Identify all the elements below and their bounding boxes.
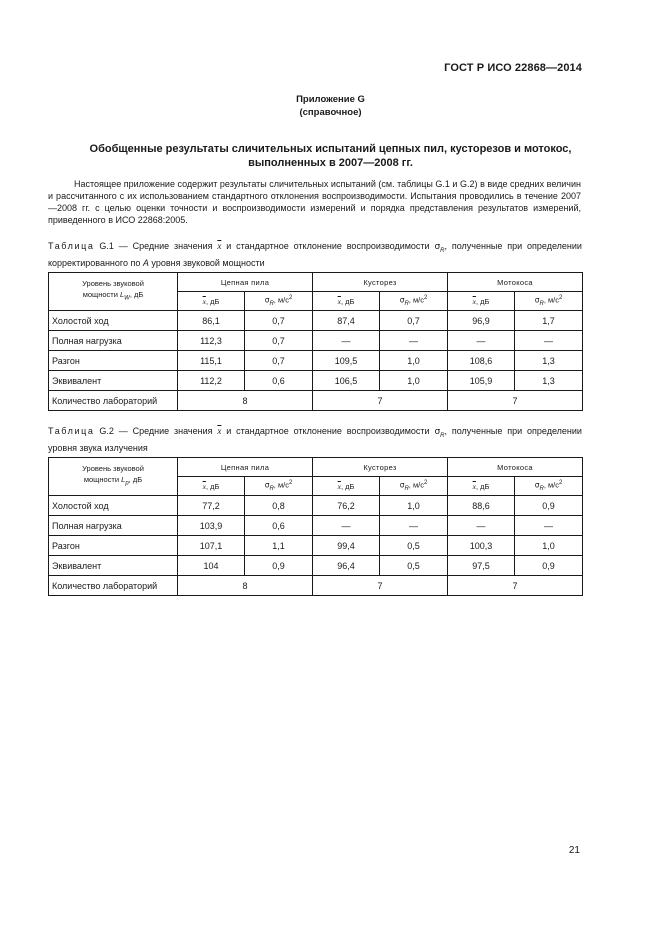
col-mean-header bbox=[448, 292, 515, 311]
table-cell: 105,9 bbox=[448, 371, 515, 391]
table-cell: 0,6 bbox=[245, 516, 313, 536]
table2-caption-b: и стандартное отклонение воспроизводимости bbox=[226, 426, 430, 436]
table-cell: 0,9 bbox=[515, 496, 583, 516]
level-symbol-sub: p bbox=[125, 480, 129, 487]
table1-caption-b: и стандартное отклонение воспроизводимости bbox=[226, 241, 430, 251]
table-cell: 0,9 bbox=[515, 556, 583, 576]
table-cell: 1,0 bbox=[380, 351, 448, 371]
table1-caption-id: G.1 bbox=[99, 241, 114, 251]
lab-count-cell: 7 bbox=[448, 391, 583, 411]
table-cell: 112,2 bbox=[178, 371, 245, 391]
table-cell: 109,5 bbox=[313, 351, 380, 371]
table-cell: 1,1 bbox=[245, 536, 313, 556]
sigma-subscript: R bbox=[539, 486, 544, 492]
table-cell: — bbox=[313, 516, 380, 536]
lab-count-cell: 7 bbox=[448, 576, 583, 596]
sigma-symbol: σ bbox=[534, 480, 540, 490]
row-label: Холостой ход bbox=[49, 496, 178, 516]
table2-caption-id: G.2 bbox=[99, 426, 114, 436]
table-cell: 0,7 bbox=[245, 311, 313, 331]
col-sigma-header bbox=[245, 292, 313, 311]
col-mean-header bbox=[313, 292, 380, 311]
annex-subtitle: (справочное) bbox=[299, 107, 362, 118]
table-row bbox=[49, 331, 583, 351]
table-cell: 104 bbox=[178, 556, 245, 576]
col-mean-header bbox=[448, 477, 515, 496]
table1-caption bbox=[48, 240, 582, 269]
level-header bbox=[49, 458, 178, 496]
sigma-unit-sup: 2 bbox=[288, 480, 293, 486]
table-cell: 0,5 bbox=[380, 556, 448, 576]
xbar-symbol: $\overline{x}$ bbox=[217, 426, 222, 436]
mean-unit: , дБ bbox=[205, 481, 220, 491]
page-number: 21 bbox=[568, 845, 580, 856]
sigma-subscript: R bbox=[404, 486, 409, 492]
mean-unit: , дБ bbox=[475, 481, 490, 491]
table-cell: 103,9 bbox=[178, 516, 245, 536]
table-cell: 0,7 bbox=[380, 311, 448, 331]
sigma-subscript: R bbox=[269, 486, 274, 492]
standard-number: ГОСТ Р ИСО 22868—2014 bbox=[444, 62, 582, 74]
col-sigma-header bbox=[380, 292, 448, 311]
table-cell: 86,1 bbox=[178, 311, 245, 331]
sigma-unit-sup: 2 bbox=[423, 480, 428, 486]
level-unit: , дБ bbox=[129, 290, 144, 300]
table-cell: 0,7 bbox=[245, 351, 313, 371]
table-cell: 112,3 bbox=[178, 331, 245, 351]
sigma-unit: , м/с bbox=[543, 480, 559, 490]
sigma-subscript: R bbox=[440, 247, 445, 254]
sigma-subscript: R bbox=[539, 301, 544, 307]
sigma-unit: , м/с bbox=[408, 480, 424, 490]
table-cell: 107,1 bbox=[178, 536, 245, 556]
sigma-symbol: σ bbox=[534, 295, 540, 305]
table-row bbox=[49, 516, 583, 536]
level-unit: , дБ bbox=[128, 475, 143, 485]
lab-count-cell: 7 bbox=[313, 391, 448, 411]
mean-unit: , дБ bbox=[340, 481, 355, 491]
table-cell: 97,5 bbox=[448, 556, 515, 576]
table-cell: — bbox=[515, 331, 583, 351]
table-cell: 1,7 bbox=[515, 311, 583, 331]
lab-count-row bbox=[49, 576, 583, 596]
table-cell: 0,7 bbox=[245, 331, 313, 351]
sigma-unit: , м/с bbox=[408, 295, 424, 305]
mean-unit: , дБ bbox=[205, 296, 220, 306]
sigma-subscript: R bbox=[440, 432, 445, 439]
level-symbol: L bbox=[121, 475, 126, 485]
intro-paragraph bbox=[48, 178, 581, 226]
xbar-symbol: $\overline{x}$ bbox=[202, 296, 206, 306]
table-cell: — bbox=[313, 331, 380, 351]
group-header-chainsaw: Цепная пила bbox=[178, 458, 313, 477]
title-line-2: выполненных в 2007—2008 гг. bbox=[248, 157, 413, 169]
row-label: Разгон bbox=[49, 351, 178, 371]
col-mean-header bbox=[178, 292, 245, 311]
xbar-symbol: $\overline{x}$ bbox=[217, 241, 222, 251]
level-header bbox=[49, 273, 178, 311]
mean-unit: , дБ bbox=[340, 296, 355, 306]
xbar-symbol: $\overline{x}$ bbox=[337, 481, 341, 491]
sigma-symbol: σ bbox=[434, 427, 441, 437]
sigma-subscript: R bbox=[404, 301, 409, 307]
group-header-brushcutter: Кусторез bbox=[313, 458, 448, 477]
lab-count-cell: 8 bbox=[178, 391, 313, 411]
level-header-line1: Уровень звуковой bbox=[82, 279, 144, 289]
table-cell: 1,3 bbox=[515, 371, 583, 391]
row-label: Разгон bbox=[49, 536, 178, 556]
sigma-symbol: σ bbox=[434, 242, 441, 252]
sigma-subscript: R bbox=[269, 301, 274, 307]
table-cell: 115,1 bbox=[178, 351, 245, 371]
sigma-unit-sup: 2 bbox=[288, 295, 293, 301]
table-cell: 87,4 bbox=[313, 311, 380, 331]
table2-caption-c: , полученные при определении уровня звука излучения bbox=[48, 426, 582, 453]
table1-caption-word: Таблица bbox=[48, 241, 95, 251]
table-cell: 76,2 bbox=[313, 496, 380, 516]
table2-caption bbox=[48, 425, 582, 454]
document-title bbox=[48, 142, 613, 170]
table-g2 bbox=[48, 457, 583, 596]
intro-text: Настоящее приложение содержит результаты сличительных испытаний (см. таблицы G.1 и G.2) в виде средних величин и рассчитанного с их использованием стандартного отклонения воспроизводимости. Испытания проводились в течение 2007—2008 гг. с целью оценки точности и воспроизводимости измерений и порядка представления результатов измерений, приведенного в ИСО 22868:2005. bbox=[48, 179, 581, 226]
table-row bbox=[49, 556, 583, 576]
table-cell: 0,9 bbox=[245, 556, 313, 576]
table-cell: — bbox=[380, 331, 448, 351]
table-cell: — bbox=[448, 331, 515, 351]
table-row bbox=[49, 371, 583, 391]
table-cell: 1,3 bbox=[515, 351, 583, 371]
table-cell: 96,9 bbox=[448, 311, 515, 331]
table1-caption-c: , полученные при определении корректированного по bbox=[48, 241, 582, 268]
table1-caption-a-italic: A bbox=[142, 257, 149, 268]
table-cell: 1,0 bbox=[515, 536, 583, 556]
row-label: Количество лабораторий bbox=[49, 391, 178, 411]
row-label: Холостой ход bbox=[49, 311, 178, 331]
sigma-unit-sup: 2 bbox=[558, 480, 563, 486]
xbar-symbol: $\overline{x}$ bbox=[337, 296, 341, 306]
table-cell: — bbox=[515, 516, 583, 536]
table-cell: 1,0 bbox=[380, 371, 448, 391]
row-label: Количество лабораторий bbox=[49, 576, 178, 596]
col-mean-header bbox=[313, 477, 380, 496]
table-cell: — bbox=[380, 516, 448, 536]
sigma-unit: , м/с bbox=[273, 480, 289, 490]
group-header-trimmer: Мотокоса bbox=[448, 273, 583, 292]
table-row bbox=[49, 311, 583, 331]
lab-count-row bbox=[49, 391, 583, 411]
lab-count-cell: 8 bbox=[178, 576, 313, 596]
table-row bbox=[49, 536, 583, 556]
sigma-unit-sup: 2 bbox=[558, 295, 563, 301]
sigma-unit-sup: 2 bbox=[423, 295, 428, 301]
group-header-chainsaw: Цепная пила bbox=[178, 273, 313, 292]
mean-unit: , дБ bbox=[475, 296, 490, 306]
row-label: Полная нагрузка bbox=[49, 516, 178, 536]
table-g1 bbox=[48, 272, 583, 411]
table-cell: 88,6 bbox=[448, 496, 515, 516]
level-header-line1: Уровень звуковой bbox=[82, 464, 144, 474]
level-symbol-sub: W bbox=[124, 295, 130, 302]
table-cell: 106,5 bbox=[313, 371, 380, 391]
sigma-symbol: σ bbox=[264, 480, 270, 490]
table-cell: 100,3 bbox=[448, 536, 515, 556]
table-cell: 108,6 bbox=[448, 351, 515, 371]
col-sigma-header bbox=[515, 292, 583, 311]
group-header-trimmer: Мотокоса bbox=[448, 458, 583, 477]
sigma-symbol: σ bbox=[264, 295, 270, 305]
row-label: Полная нагрузка bbox=[49, 331, 178, 351]
row-label: Эквивалент bbox=[49, 371, 178, 391]
level-header-line2: мощности bbox=[83, 475, 120, 485]
table-cell: 77,2 bbox=[178, 496, 245, 516]
col-mean-header bbox=[178, 477, 245, 496]
sigma-symbol: σ bbox=[399, 295, 405, 305]
table-cell: 0,6 bbox=[245, 371, 313, 391]
lab-count-cell: 7 bbox=[313, 576, 448, 596]
xbar-symbol: $\overline{x}$ bbox=[472, 481, 476, 491]
table-cell: 0,5 bbox=[380, 536, 448, 556]
xbar-symbol: $\overline{x}$ bbox=[472, 296, 476, 306]
table-cell: 99,4 bbox=[313, 536, 380, 556]
xbar-symbol: $\overline{x}$ bbox=[202, 481, 206, 491]
table-cell: — bbox=[448, 516, 515, 536]
sigma-symbol: σ bbox=[399, 480, 405, 490]
group-header-brushcutter: Кусторез bbox=[313, 273, 448, 292]
table1-caption-a: — Средние значения bbox=[118, 241, 213, 251]
table-cell: 1,0 bbox=[380, 496, 448, 516]
level-header-line2: мощности bbox=[82, 290, 118, 300]
table-cell: 96,4 bbox=[313, 556, 380, 576]
sigma-unit: , м/с bbox=[273, 295, 289, 305]
col-sigma-header bbox=[515, 477, 583, 496]
table2-caption-word: Таблица bbox=[48, 426, 95, 436]
table2-caption-a: — Средние значения bbox=[118, 426, 213, 436]
table-cell: 0,8 bbox=[245, 496, 313, 516]
table-row bbox=[49, 496, 583, 516]
table1-caption-d: уровня звуковой мощности bbox=[151, 257, 265, 268]
sigma-unit: , м/с bbox=[543, 295, 559, 305]
title-line-1: Обобщенные результаты сличительных испытаний цепных пил, кусторезов и мотокос, bbox=[89, 143, 572, 155]
col-sigma-header bbox=[245, 477, 313, 496]
annex-heading bbox=[0, 93, 661, 119]
annex-title: Приложение G bbox=[296, 94, 365, 105]
row-label: Эквивалент bbox=[49, 556, 178, 576]
level-symbol: L bbox=[119, 290, 125, 300]
table-row bbox=[49, 351, 583, 371]
col-sigma-header bbox=[380, 477, 448, 496]
